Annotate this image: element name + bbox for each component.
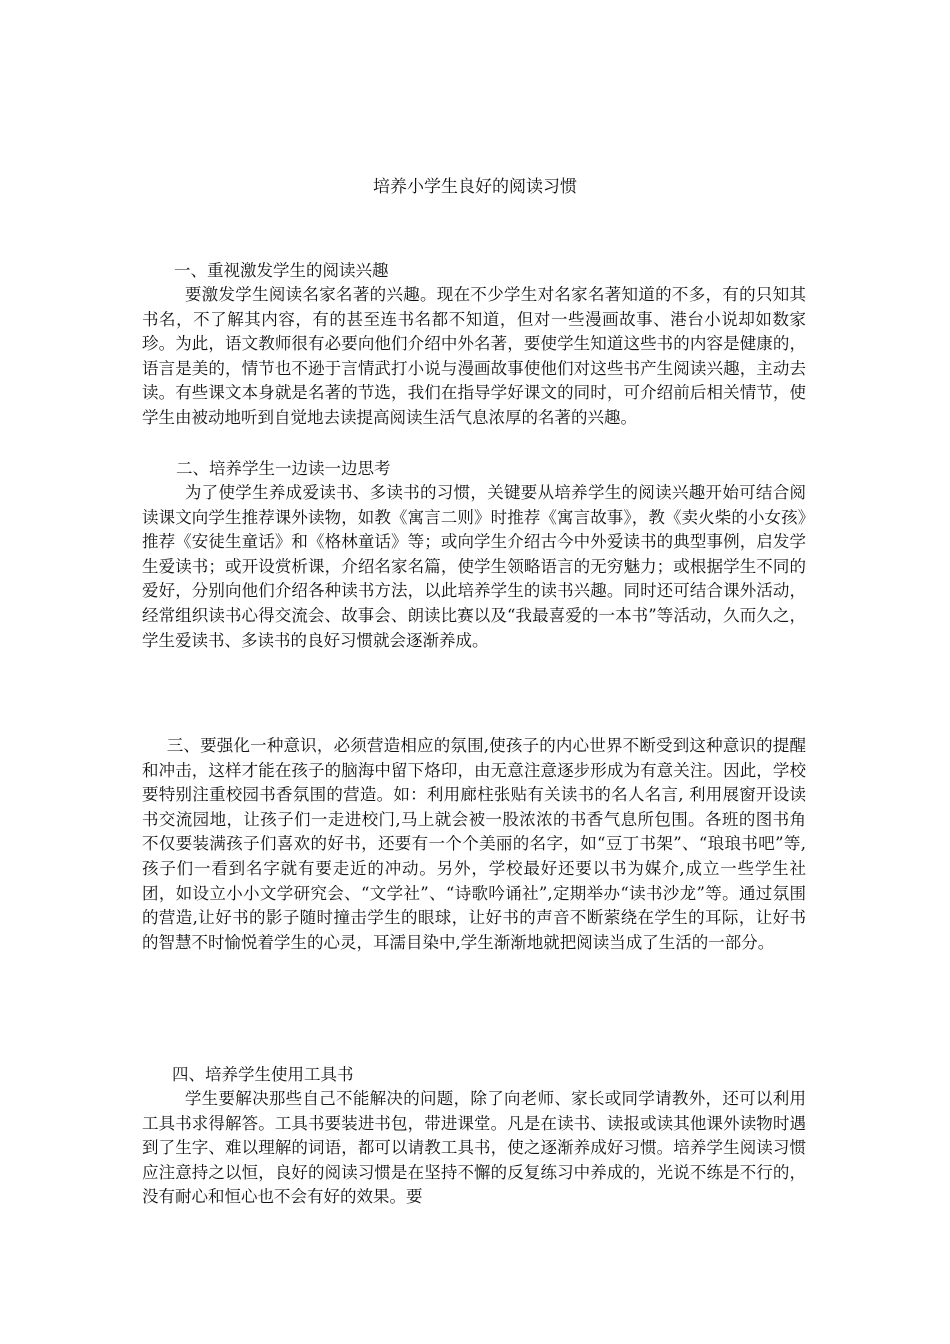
section-2-body: 为了使学生养成爱读书、多读书的习惯，关键要从培养学生的阅读兴趣开始可结合阅读课文向学生推荐课外读物，如教《寓言二则》时推荐《寓言故事》，教《卖火柴的小女孩》推荐《安徒生童话》和《格林童话》等；或向学生介绍古今中外爱读书的典型事例，启发学生爱读书；或开设赏析课，介绍名家名篇，使学生领略语言的无穷魅力；或根据学生不同的爱好，分别向他们介绍各种读书方法，以此培养学生的读书兴趣。同时还可结合课外活动，经常组织读书心得交流会、故事会、朗读比赛以及“我最喜爱的一本书”等活动，久而久之，学生爱读书、多读书的良好习惯就会逐渐养成。 — [142, 483, 806, 650]
section-2-heading: 二、培养学生一边读一边思考 — [176, 459, 391, 478]
section-3 — [142, 734, 806, 955]
section-3-body: 三、要强化一种意识，必须营造相应的氛围,使孩子的内心世界不断受到这种意识的提醒和冲击，这样才能在孩子的脑海中留下烙印，由无意注意逐步形成为有意关注。因此，学校要特别注重校园书香氛围的营造。如：利用廊柱张贴有关读书的名人名言, 利用展窗开设读书交流园地，让孩子们一走进校门,马上就会被一股浓浓的书香气息所包围。各班的图书角不仅要装满孩子们喜欢的好书，还要有一个个美丽的名字，如“豆丁书架”、“琅琅书吧”等,孩子们一看到名字就有要走近的冲动。另外，学校最好还要以书为媒介,成立一些学生社团，如设立小小文学研究会、“文学社”、“诗歌吟诵社”,定期举办“读书沙龙”等。通过氛围的营造,让好书的影子随时撞击学生的眼球，让好书的声音不断萦绕在学生的耳际，让好书的智慧不时愉悦着学生的心灵，耳濡目染中,学生渐渐地就把阅读当成了生活的一部分。 — [142, 736, 806, 952]
section-1-heading: 一、重视激发学生的阅读兴趣 — [174, 261, 389, 280]
document-title: 培养小学生良好的阅读习惯 — [373, 177, 577, 197]
section-2 — [142, 456, 806, 653]
section-4-heading: 四、培养学生使用工具书 — [172, 1065, 354, 1084]
section-4 — [142, 1062, 806, 1210]
section-4-body: 学生要解决那些自己不能解决的问题，除了向老师、家长或同学请教外，还可以利用工具书求得解答。工具书要装进书包，带进课堂。凡是在读书、读报或读其他课外读物时遇到了生字、难以理解的词语，都可以请教工具书，使之逐渐养成好习惯。培养学生阅读习惯应注意持之以恒，良好的阅读习惯是在坚持不懈的反复练习中养成的，光说不练是不行的，没有耐心和恒心也不会有好的效果。要 — [142, 1089, 806, 1207]
section-1-body: 要激发学生阅读名家名著的兴趣。现在不少学生对名家名著知道的不多，有的只知其书名，不了解其内容，有的甚至连书名都不知道，但对一些漫画故事、港台小说却如数家珍。为此，语文教师很有必要向他们介绍中外名著，要使学生知道这些书的内容是健康的，语言是美的，情节也不逊于言情武打小说与漫画故事使他们对这些书产生阅读兴趣，主动去读。有些课文本身就是名著的节选，我们在指导学好课文的同时，可介绍前后相关情节，使学生由被动地听到自觉地去读提高阅读生活气息浓厚的名著的兴趣。 — [142, 285, 806, 427]
section-1 — [142, 258, 806, 431]
